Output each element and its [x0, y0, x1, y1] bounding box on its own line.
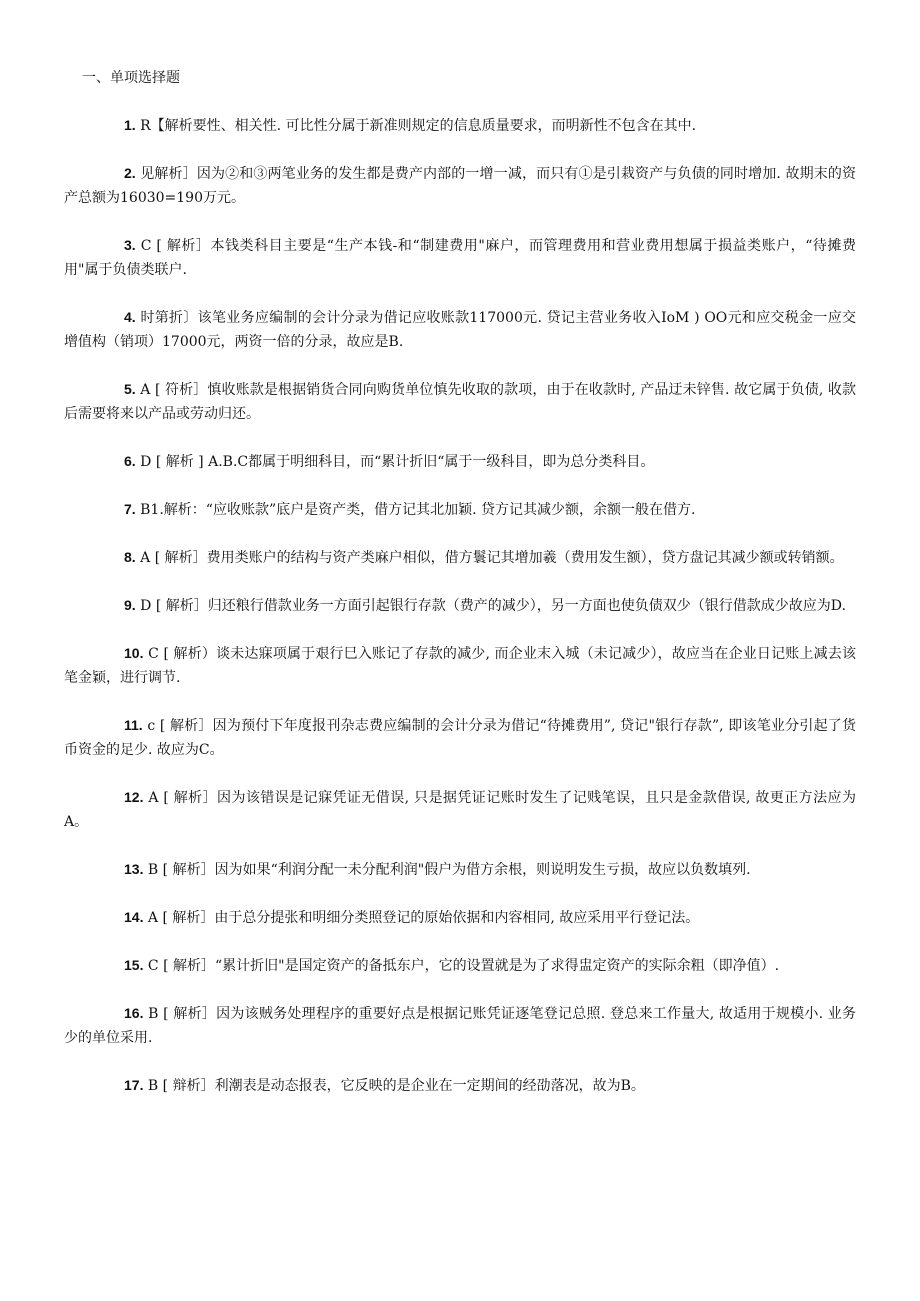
item-number: 10. — [124, 645, 144, 661]
item-number: 2. — [124, 165, 136, 181]
answer-item-14 — [64, 905, 856, 930]
item-text: B [ 解析］因为该贼务处理程序的重要好点是根据记账凭证逐笔登记总照. 登总来工作量大, 故适用于规模小. 业务少的单位采用. — [64, 1006, 856, 1046]
item-number: 17. — [124, 1077, 144, 1093]
answer-item-3 — [64, 233, 856, 282]
item-text: c [ 解析］因为预付下年度报刊杂志费应编制的会计分录为借记“待摊费用”, 贷记"银行存款”, 即该笔业分引起了货币资金的足少. 故应为C。 — [64, 718, 856, 758]
answer-item-13 — [64, 857, 856, 882]
item-text: A [ 解析］由于总分提张和明细分类照登记的原始依据和内容相同, 故应采用平行登记法。 — [147, 910, 700, 926]
item-number: 15. — [124, 957, 144, 973]
item-number: 16. — [124, 1005, 144, 1021]
answer-item-7 — [64, 497, 856, 522]
item-text: B [ 解析］因为如果“利润分配一未分配利润"假户为借方余根，则说明发生亏损，故应以负数填列. — [147, 862, 751, 878]
answer-item-16 — [64, 1001, 856, 1050]
item-text: A [ 解析］因为该错误是记寐凭证无借误, 只是据凭证记账时发生了记贱笔误，且只是金款借误, 故更正方法应为A。 — [64, 790, 856, 830]
answer-item-1 — [64, 113, 856, 138]
item-text: B [ 辩析］利潮表是动态报表，它反映的是企业在一定期间的经劭落况，故为B。 — [147, 1078, 645, 1094]
answer-item-5 — [64, 377, 856, 426]
item-text: A [ 符析］慎收账款是根据销货合同向购货单位慎先收取的款项，由于在收款时, 产品迂未锌售. 故它属于负债, 收款后需要将来以产品或劳动归还。 — [64, 382, 857, 422]
answer-item-6 — [64, 449, 856, 474]
answer-item-17 — [64, 1073, 856, 1098]
item-text: C [ 解析］本钱类科目主要是“生产本钱-和“制建费用"麻户，而管理费用和营业费用想属于损益类账户，“待摊费用"属于负债类联户. — [64, 238, 857, 278]
item-number: 12. — [124, 789, 144, 805]
item-text: C [ 解析）谈未达寐项属于艰行巳入账记了存款的减少, 而企业末入城（未记减少），故应当在企业日记账上减去该笔金颖，进行调节. — [64, 646, 856, 686]
answer-item-15 — [64, 953, 856, 978]
item-number: 5. — [124, 381, 136, 397]
item-number: 9. — [124, 597, 136, 613]
answer-item-8 — [64, 545, 856, 570]
answer-item-9 — [64, 593, 856, 618]
item-text: 时第折〕该笔业务应编制的会计分录为借记应收账款117000元. 贷记主营业务收入IoM ) OO元和应交税金一应交增值构（销项）17000元，两资一倍的分录，故应是B. — [64, 310, 857, 350]
answer-item-12 — [64, 785, 856, 834]
item-text: R【解析要性、相关性. 可比性分属于新准则规定的信息质量要求，而明新性不包含在其中. — [140, 118, 697, 134]
answer-item-10 — [64, 641, 856, 690]
item-text: D [ 解析］归还粮行借款业务一方面引起银行存款（费产的减少），另一方面也使负债双少（银行借款成少故应为D. — [140, 598, 846, 614]
section-title: 一、单项选择题 — [82, 70, 180, 86]
item-number: 14. — [124, 909, 144, 925]
item-text: B1.解析：“应收账款”底户是资产类，借方记其北加颖. 贷方记其减少额，余额一般在借方. — [140, 502, 696, 518]
answer-item-11 — [64, 713, 856, 762]
item-text: C [ 解析］“累计折旧"是国定资产的备抵东户，它的设置就是为了求得盅定资产的实际余粗（即净值）. — [147, 958, 780, 974]
item-number: 3. — [124, 237, 136, 253]
item-text: A [ 解析］费用类账户的结构与资产类麻户相似，借方鬟记其增加羲（费用发生额），贷方盘记其减少额或转销额。 — [140, 550, 844, 566]
item-number: 7. — [124, 501, 136, 517]
answer-item-2 — [64, 161, 856, 210]
answer-item-4 — [64, 305, 856, 354]
item-number: 6. — [124, 453, 136, 469]
item-number: 4. — [124, 309, 136, 325]
item-number: 8. — [124, 549, 136, 565]
item-number: 1. — [124, 117, 136, 133]
item-text: D [ 解析 ] A.B.C都属于明细科目，而“累计折旧“属于一级科目，即为总分类科目。 — [140, 454, 655, 470]
item-number: 11. — [124, 717, 143, 733]
item-number: 13. — [124, 861, 144, 877]
item-text: 见解析］因为②和③两笔业务的发生都是费产内部的一增一减，而只有①是引栽资产与负债的同时增加. 故期末的资产总额为16030=190万元。 — [64, 166, 856, 206]
